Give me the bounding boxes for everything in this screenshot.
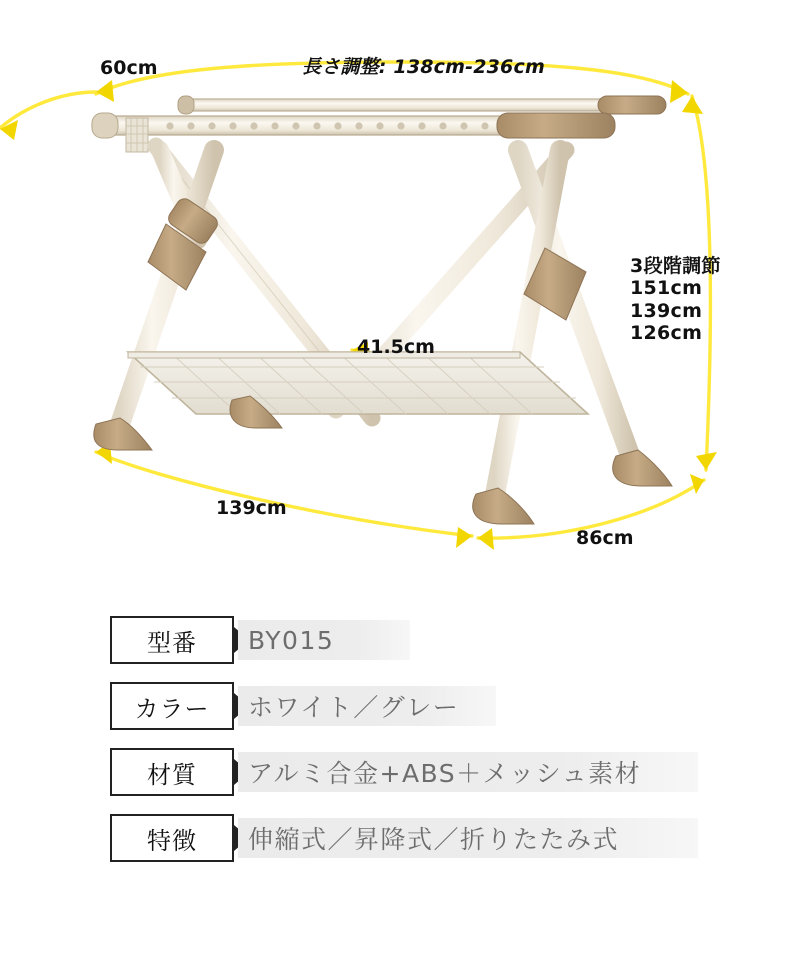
spec-row [0,806,790,872]
spec-row [0,674,790,740]
dim-label-height-group [630,255,721,345]
spec-value-container [238,818,698,858]
rack-top-extension-bar [178,96,666,114]
height-step-3: 126cm [630,322,703,345]
spec-row [0,740,790,806]
spec-value: ホワイト／グレー [248,693,460,722]
dimension-arrowheads [0,80,717,550]
height-step-2: 139cm [630,299,703,322]
rack-mesh-shelf [128,352,588,414]
dim-label-shelf: 41.5cm [357,336,435,358]
dim-label-width-adjust: 長さ調整: 138cm-236cm [302,56,545,78]
dim-label-depth-top: 60cm [100,57,158,79]
rack-top-main-bar [92,113,615,152]
spec-key: 特徴 [110,814,234,862]
spec-value: アルミ合金+ABS＋メッシュ素材 [248,759,642,788]
spec-value-container [238,752,698,792]
spec-value-container [238,686,496,726]
spec-row [0,608,790,674]
spec-table [0,608,790,872]
spec-value: BY015 [248,625,335,655]
spec-value: 伸縮式／昇降式／折りたたみ式 [248,825,620,854]
rack-feet [94,396,672,524]
spec-key: カラー [110,682,234,730]
spec-key: 材質 [110,748,234,796]
height-title: 3段階調節 [630,255,721,277]
dim-label-base-depth: 86cm [576,527,634,549]
rack-legs [118,146,634,500]
spec-value-container [238,620,410,660]
height-step-1: 151cm [630,277,703,300]
dim-label-base-width: 139cm [216,497,287,519]
spec-key: 型番 [110,616,234,664]
